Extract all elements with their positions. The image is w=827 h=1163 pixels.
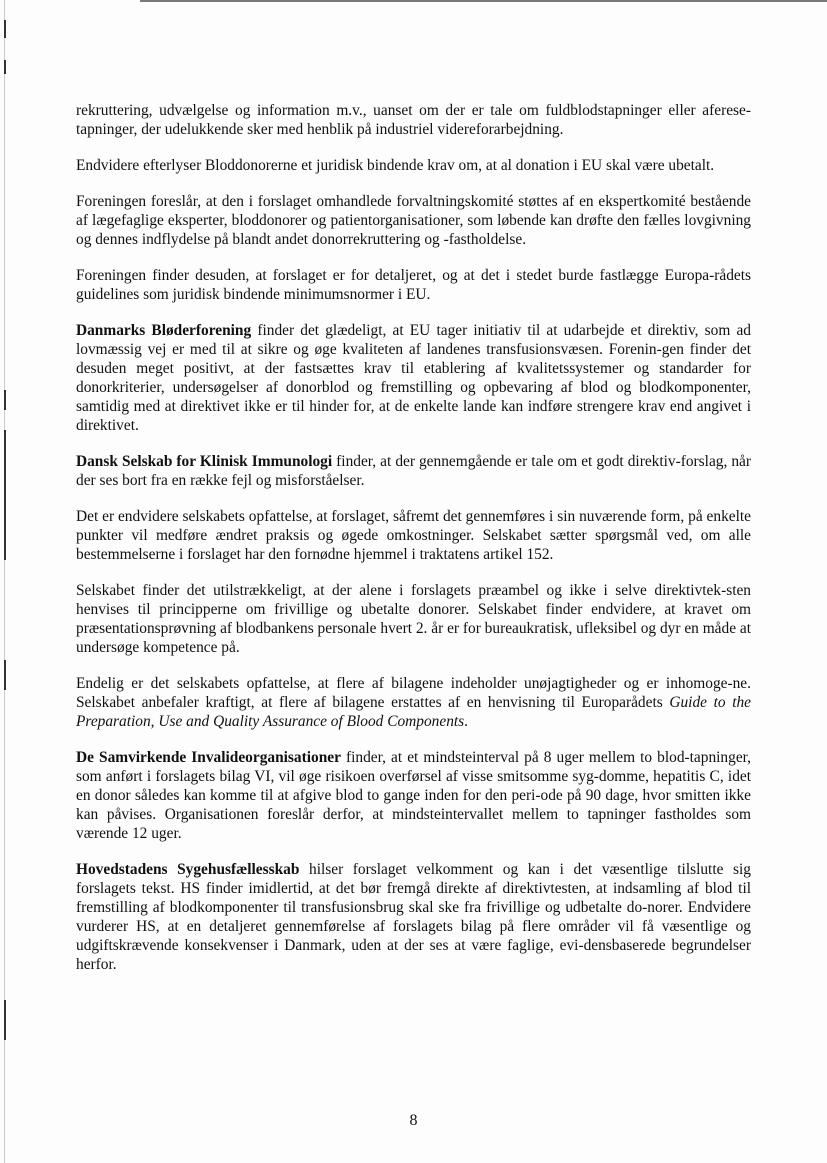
- paragraph: Selskabet finder det utilstrækkeligt, at der alene i forslagets præambel og ikke i selve direktivtek-sten henvises til principperne om frivillige og ubetalte donorer. Selskabet finder endvidere, at kravet om præsentationsprøvning af blodbankens personale hvert 2. år er for bureaukratisk, ufleksibel og dyr en måde at undersøge kompetence på.: [76, 582, 751, 656]
- scan-edge-mark: [4, 430, 6, 560]
- scan-edge-mark: [4, 20, 6, 38]
- paragraph: Dansk Selskab for Klinisk Immunologi finder, at der gennemgående er tale om et godt direktiv-forslag, når der ses bort fra en række fejl og misforståelser.: [76, 453, 751, 489]
- paragraph: Endelig er det selskabets opfattelse, at flere af bilagene indeholder unøjagtigheder og er inhomoge-ne. Selskabet anbefaler kraftigt, at flere af bilagene erstattes af en henvisning til Europarådets Guide to the Preparation, Use and Quality Assurance of Blood Components.: [76, 675, 751, 730]
- paragraph: Danmarks Bløderforening finder det glædeligt, at EU tager initiativ til at udarbejde et direktiv, som ad lovmæssig vej er med til at sikre og øge kvaliteten af landenes transfusionsvæsen. Forenin-gen finder det desuden meget positivt, at der fastsættes krav til etablering af kvalitetssystemer og standarder for donorkriterier, undersøgelser af donorblod og fremstilling og opbevaring af blod og blodkomponenter, samtidig med at direktivet ikke er til hinder for, at de enkelte lande kan indføre strengere krav end angivet i direktivet.: [76, 322, 751, 434]
- organization-name: Hovedstadens Sygehusfællesskab: [76, 861, 300, 878]
- organization-name: De Samvirkende Invalideorganisationer: [76, 749, 341, 766]
- organization-name: Dansk Selskab for Klinisk Immunologi: [76, 453, 333, 470]
- scan-top-edge: [140, 0, 827, 2]
- scan-edge-mark: [4, 60, 6, 74]
- organization-name: Danmarks Bløderforening: [76, 322, 252, 339]
- paragraph: Endvidere efterlyser Bloddonorerne et juridisk bindende krav om, at al donation i EU skal være ubetalt.: [76, 157, 715, 174]
- document-body: [76, 101, 751, 991]
- paragraph: Hovedstadens Sygehusfællesskab hilser forslaget velkomment og kan i det væsentlige tilslutte sig forslagets tekst. HS finder imidlertid, at det bør fremgå direkte af direktivtesten, at indsamling af blod til fremstilling af blodkomponenter til transfusionsbrug skal ske fra frivillige og udbetalte do-norer. Endvidere vurderer HS, at en detaljeret gennemførelse af forslagets bilag på flere områder vil få væsentlige og udgiftskrævende konsekvenser i Danmark, uden at der ses at være faglige, evi-densbaserede begrundelser herfor.: [76, 861, 751, 973]
- publication-title: Guide to the Preparation, Use and Quality Assurance of Blood Components: [76, 694, 751, 730]
- paragraph: Foreningen foreslår, at den i forslaget omhandlede forvaltningskomité støttes af en ekspertkomité bestående af lægefaglige eksperter, bloddonorer og patientorganisationer, som løbende kan drøfte den fælles lovgivning og dennes indflydelse på blandt andet donorrekruttering og -fastholdelse.: [76, 193, 751, 248]
- paragraph: Foreningen finder desuden, at forslaget er for detaljeret, og at det i stedet burde fastlægge Europa-rådets guidelines som juridisk bindende minimumsnormer i EU.: [76, 267, 751, 303]
- paragraph: Det er endvidere selskabets opfattelse, at forslaget, såfremt det gennemføres i sin nuværende form, på enkelte punkter vil medføre ændret praksis og øgede omkostninger. Selskabet sætter spørgsmål ved, om alle bestemmelserne i forslaget har den fornødne hjemmel i traktatens artikel 152.: [76, 508, 751, 563]
- scan-edge-mark: [4, 390, 6, 410]
- scan-edge-mark: [4, 1000, 6, 1040]
- page-number: 8: [409, 1112, 418, 1129]
- scan-left-edge: [4, 0, 5, 1163]
- paragraph: De Samvirkende Invalideorganisationer finder, at et mindsteinterval på 8 uger mellem to blod-tapninger, som anført i forslagets bilag VI, vil øge risikoen overførsel af visse smitsomme syg-domme, hepatitis C, idet en donor således kan komme til at afgive blod to gange inden for den peri-ode på 90 dage, hvor smitten ikke kan påvises. Organisationen foreslår derfor, at mindsteintervallet mellem to tapninger fastholdes som værende 12 uger.: [76, 749, 752, 842]
- scan-edge-mark: [4, 660, 6, 690]
- paragraph: rekruttering, udvælgelse og information m.v., uanset om der er tale om fuldblodstapninger eller aferese-tapninger, der udelukkende sker med henblik på industriel videreforarbejdning.: [76, 102, 751, 138]
